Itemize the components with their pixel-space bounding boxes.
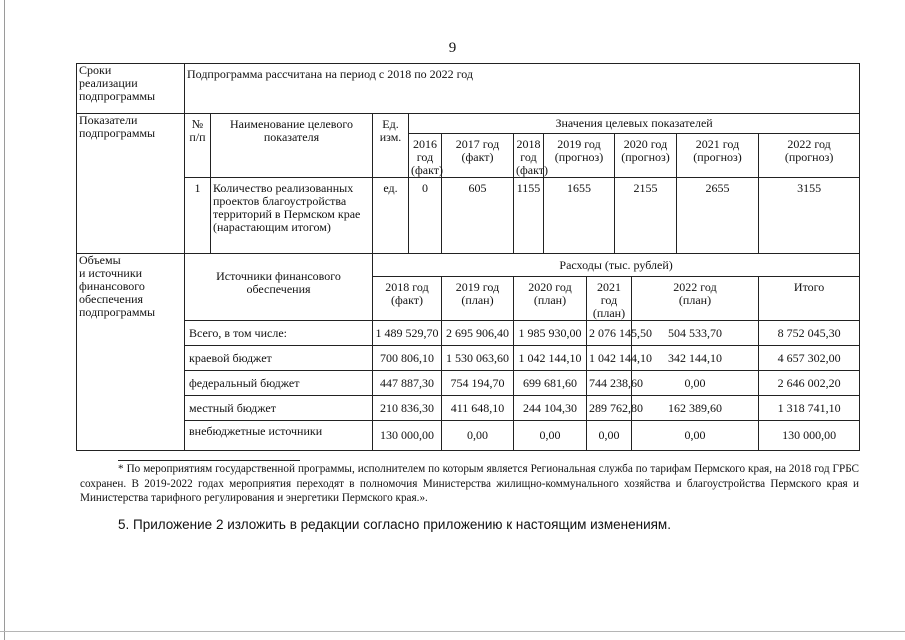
finance-cell: 0,00 [514, 421, 587, 451]
indicator-value-2018: 1155 [514, 178, 544, 254]
finance-cell: 0,00 [632, 421, 759, 451]
subprogram-passport-table [76, 63, 860, 451]
scan-left-edge [4, 0, 5, 640]
finance-cell: 1 042 144,10 [514, 346, 587, 371]
finance-cell: 289 762,80 [587, 396, 632, 421]
finance-cell: 504 533,70 [632, 321, 759, 346]
period-label: Сроки реализации подпрограммы [77, 64, 185, 114]
finance-row-label: местный бюджет [185, 396, 373, 421]
indicator-year-2022: 2022 год (прогноз) [759, 134, 860, 178]
indicator-value-2016: 0 [409, 178, 442, 254]
page-number: 9 [448, 40, 457, 56]
indicator-year-2016: 2016 год (факт) [409, 134, 442, 178]
indicator-year-2019: 2019 год (прогноз) [544, 134, 615, 178]
finance-year-2020: 2020 год (план) [514, 277, 587, 321]
finance-row-label: внебюджетные источники [185, 421, 373, 451]
finance-cell: 8 752 045,30 [759, 321, 860, 346]
indicator-value-2021: 2655 [677, 178, 759, 254]
finance-cell: 447 887,30 [373, 371, 442, 396]
unit-header: Ед. изм. [373, 114, 409, 178]
finance-cell: 2 695 906,40 [442, 321, 514, 346]
finance-cell: 1 042 144,10 [587, 346, 632, 371]
scan-bottom-edge [0, 631, 905, 632]
finance-total-header: Итого [759, 277, 860, 321]
finance-year-2022: 2022 год (план) [632, 277, 759, 321]
expenses-header: Расходы (тыс. рублей) [373, 254, 860, 277]
finance-row-label: Всего, в том числе: [185, 321, 373, 346]
finance-cell: 744 238,60 [587, 371, 632, 396]
indicator-num: 1 [185, 178, 211, 254]
finance-row-federal [77, 371, 860, 396]
indicator-unit: ед. [373, 178, 409, 254]
indicator-year-2021: 2021 год (прогноз) [677, 134, 759, 178]
finance-cell: 1 530 063,60 [442, 346, 514, 371]
finance-cell: 0,00 [632, 371, 759, 396]
finance-row-local [77, 396, 860, 421]
indicator-year-2017: 2017 год (факт) [442, 134, 514, 178]
finance-cell: 700 806,10 [373, 346, 442, 371]
indicator-name-header: Наименование целевого показателя [211, 114, 373, 178]
finance-cell: 0,00 [442, 421, 514, 451]
finance-cell: 754 194,70 [442, 371, 514, 396]
finance-year-2019: 2019 год (план) [442, 277, 514, 321]
footnote-text: * По мероприятиям государственной программы, исполнителем по которым является Региональная служба по тарифам Пермского края, на 2018 год ГРБС сохранен. В 2019-2022 годах мероприятия переходят в полномочия Министерства жилищно-коммунального хозяйства и благоустройства Пермского края и Министерства тарифного регулирования и энергетики Пермского края.». [80, 463, 859, 504]
finance-row-label: краевой бюджет [185, 346, 373, 371]
indicator-value-2022: 3155 [759, 178, 860, 254]
indicator-year-2020: 2020 год (прогноз) [615, 134, 677, 178]
period-row [77, 64, 860, 114]
indicators-label: Показатели подпрограммы [77, 114, 185, 254]
finance-cell: 2 646 002,20 [759, 371, 860, 396]
finance-year-2018: 2018 год (факт) [373, 277, 442, 321]
finance-cell: 130 000,00 [373, 421, 442, 451]
indicators-header-row [77, 114, 860, 134]
indicator-value-2019: 1655 [544, 178, 615, 254]
finance-cell: 130 000,00 [759, 421, 860, 451]
indicator-year-2018: 2018 год (факт) [514, 134, 544, 178]
finance-year-2021: 2021 год (план) [587, 277, 632, 321]
finance-row-regional [77, 346, 860, 371]
finance-header-row [77, 254, 860, 277]
finance-cell: 4 657 302,00 [759, 346, 860, 371]
finance-cell: 0,00 [587, 421, 632, 451]
sources-header: Источники финансового обеспечения [185, 254, 373, 321]
finance-cell: 699 681,60 [514, 371, 587, 396]
finance-cell: 244 104,30 [514, 396, 587, 421]
finance-cell: 1 318 741,10 [759, 396, 860, 421]
indicator-value-2020: 2155 [615, 178, 677, 254]
indicator-value-2017: 605 [442, 178, 514, 254]
finance-cell: 411 648,10 [442, 396, 514, 421]
finance-row-label: федеральный бюджет [185, 371, 373, 396]
finance-cell: 1 489 529,70 [373, 321, 442, 346]
finance-row-extrabudget [77, 421, 860, 451]
indicator-name: Количество реализованных проектов благоустройства территорий в Пермском крае (нарастающим итогом) [211, 178, 373, 254]
indicator-row [77, 178, 860, 254]
finance-cell: 342 144,10 [632, 346, 759, 371]
footnote-separator [118, 460, 300, 461]
finance-row-total [77, 321, 860, 346]
finance-cell: 1 985 930,00 [514, 321, 587, 346]
target-values-header: Значения целевых показателей [409, 114, 860, 134]
finance-label: Объемы и источники финансового обеспечения подпрограммы [77, 254, 185, 451]
num-header: № п/п [185, 114, 211, 178]
footnote [80, 462, 859, 506]
finance-cell: 2 076 145,50 [587, 321, 632, 346]
item-5-text: 5. Приложение 2 изложить в редакции согласно приложению к настоящим изменениям. [118, 517, 671, 532]
finance-cell: 210 836,30 [373, 396, 442, 421]
finance-cell: 162 389,60 [632, 396, 759, 421]
period-text: Подпрограмма рассчитана на период с 2018 по 2022 год [185, 64, 860, 114]
